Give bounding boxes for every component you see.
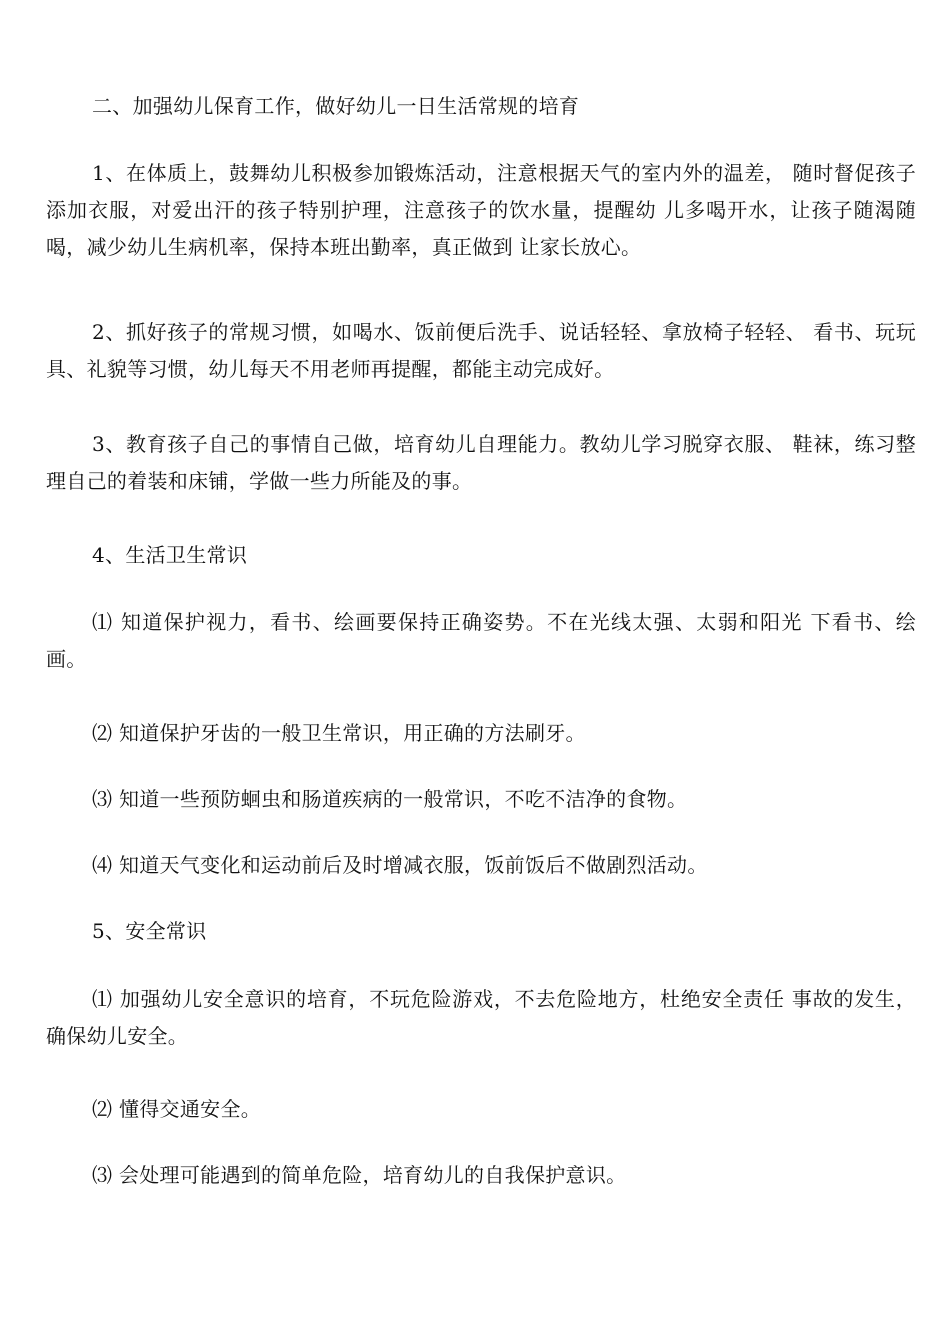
hygiene-item-vision: ⑴ 知道保护视力，看书、绘画要保持正确姿势。不在光线太强、太弱和阳光 下看书、绘画。 bbox=[46, 610, 916, 671]
hygiene-item-clothing: ⑷ 知道天气变化和运动前后及时增减衣服，饭前饭后不做剧烈活动。 bbox=[92, 853, 708, 877]
safety-item-awareness: ⑴ 加强幼儿安全意识的培育，不玩危险游戏，不去危险地方，杜绝安全责任 事故的发生，确保幼儿安全。 bbox=[46, 987, 916, 1048]
section-heading-childcare: 二、加强幼儿保育工作，做好幼儿一日生活常规的培育 bbox=[92, 94, 580, 118]
hygiene-item-disease: ⑶ 知道一些预防蛔虫和肠道疾病的一般常识，不吃不洁净的食物。 bbox=[92, 787, 688, 811]
hygiene-item-teeth: ⑵ 知道保护牙齿的一般卫生常识，用正确的方法刷牙。 bbox=[92, 721, 586, 745]
safety-item-traffic: ⑵ 懂得交通安全。 bbox=[92, 1097, 262, 1121]
paragraph-routine-habits: 2、抓好孩子的常规习惯，如喝水、饭前便后洗手、说话轻轻、拿放椅子轻轻、 看书、玩玩具、礼貌等习惯，幼儿每天不用老师再提醒，都能主动完成好。 bbox=[46, 320, 916, 381]
subheading-hygiene: 4、生活卫生常识 bbox=[92, 543, 248, 567]
paragraph-physical-health: 1、在体质上，鼓舞幼儿积极参加锻炼活动，注意根据天气的室内外的温差， 随时督促孩子添加衣服，对爱出汗的孩子特别护理，注意孩子的饮水量，提醒幼 儿多喝开水，让孩子随渴随喝，减少幼儿生病机率，保持本班出勤率，真正做到 让家长放心。 bbox=[46, 161, 916, 259]
subheading-safety: 5、安全常识 bbox=[92, 919, 207, 943]
safety-item-danger: ⑶ 会处理可能遇到的简单危险，培育幼儿的自我保护意识。 bbox=[92, 1163, 627, 1187]
paragraph-self-care: 3、教育孩子自己的事情自己做，培育幼儿自理能力。教幼儿学习脱穿衣服、 鞋袜，练习整理自己的着装和床铺，学做一些力所能及的事。 bbox=[46, 432, 916, 493]
